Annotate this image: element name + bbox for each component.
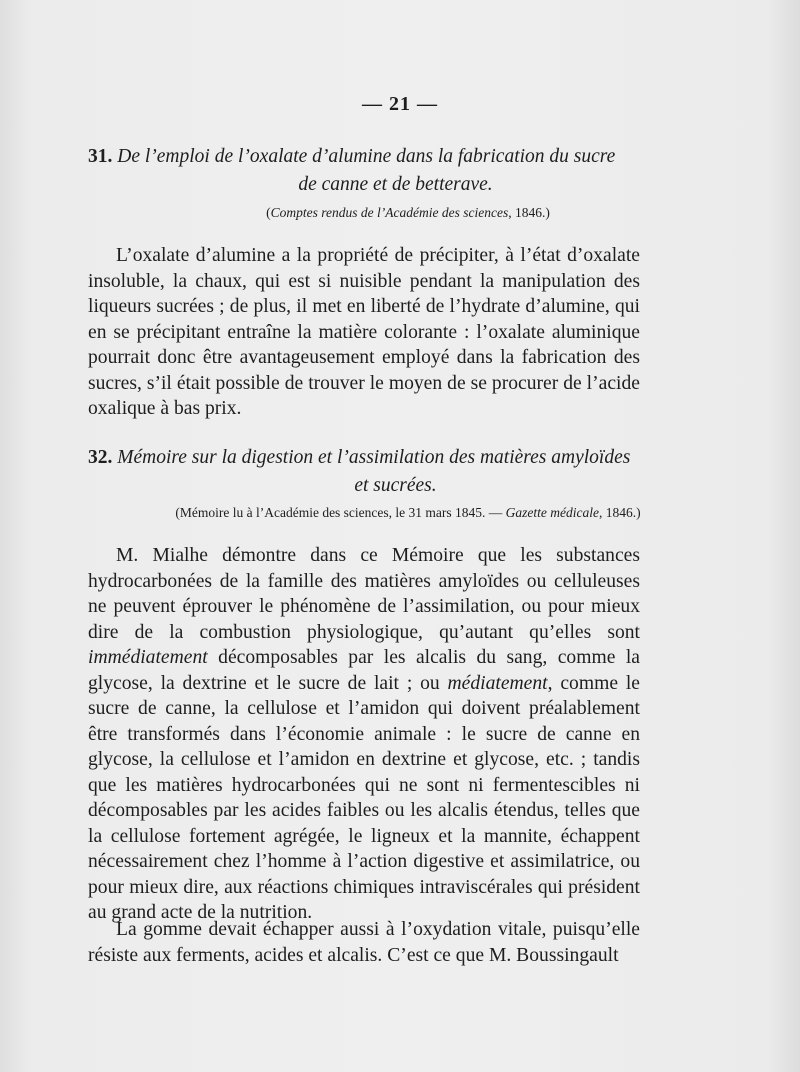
section-number: 32. bbox=[88, 447, 113, 468]
section-32-source bbox=[88, 505, 728, 521]
source-prefix: (Mémoire lu à l’Académie des sciences, le 31 mars 1845. — bbox=[175, 505, 506, 520]
section-title: Mémoire sur la digestion et l’assimilation des matières amyloïdes bbox=[117, 447, 631, 468]
section-32-paragraph bbox=[88, 543, 640, 926]
paragraph-text: , comme le sucre de canne, la cellulose et l’amidon qui doivent préalablement être transformés dans l’économie animale : le sucre de canne en glycose, la cellulose et l’amidon en dextrine et glycose, etc. ; tandis que les matières hydrocarbonées qui ne sont ni fermentescibles ni décomposables par les acides faibles ou les alcalis étendus, telles que la cellulose fortement agrégée, le ligneux et la mannite, échappent nécessairement chez l’homme à l’action digestive et assimilatrice, ou pour mieux dire, aux réactions chimiques intraviscérales qui président au grand acte de la nutrition. bbox=[88, 672, 640, 923]
paragraph-text: M. Mialhe démontre dans ce Mémoire que les substances hydrocarbonées de la famille des matières amyloïdes ou celluleuses ne peuvent éprouver le phénomène de l’assimilation, ou pour mieux dire de la combustion physiologique, qu’autant qu’elles sont bbox=[88, 545, 640, 643]
source-suffix: , 1846.) bbox=[599, 505, 641, 520]
paragraph-text: décomposables par les alcalis du sang, comme la glycose, la dextrine et le sucre de lait ; ou bbox=[88, 647, 640, 694]
page-number: — 21 — bbox=[362, 93, 438, 115]
section-31-heading bbox=[88, 143, 703, 199]
source-journal: Gazette médicale bbox=[505, 505, 599, 520]
section-32-heading bbox=[88, 444, 703, 500]
source-prefix: ( bbox=[266, 205, 271, 220]
section-number: 31. bbox=[88, 146, 113, 167]
source-journal: Comptes rendus de l’Académie des sciences bbox=[270, 205, 509, 220]
paragraph-emphasis: immédiatement bbox=[88, 647, 208, 668]
section-31-source bbox=[88, 205, 728, 221]
source-suffix: , 1846.) bbox=[508, 205, 550, 220]
section-title-continued: et sucrées. bbox=[354, 475, 437, 496]
section-title: De l’emploi de l’oxalate d’alumine dans la fabrication du sucre bbox=[117, 146, 616, 167]
section-title-continued: de canne et de betterave. bbox=[298, 174, 493, 195]
section-31-paragraph: L’oxalate d’alumine a la propriété de précipiter, à l’état d’oxalate insoluble, la chaux, qui est si nuisible pendant la manipulation des liqueurs sucrées ; de plus, il met en liberté de l’hydrate d’alumine, qui en se précipitant entraîne la matière colorante : l’oxalate aluminique pourrait donc être avantageusement employé dans la fabrication des sucres, s’il était possible de trouver le moyen de se procurer de l’acide oxalique à bas prix. bbox=[88, 245, 640, 419]
paragraph-emphasis: médiatement bbox=[447, 672, 548, 694]
section-32-paragraph-2: La gomme devait échapper aussi à l’oxydation vitale, puisqu’elle résiste aux ferments, acides et alcalis. C’est ce que M. Boussingault bbox=[88, 919, 640, 966]
